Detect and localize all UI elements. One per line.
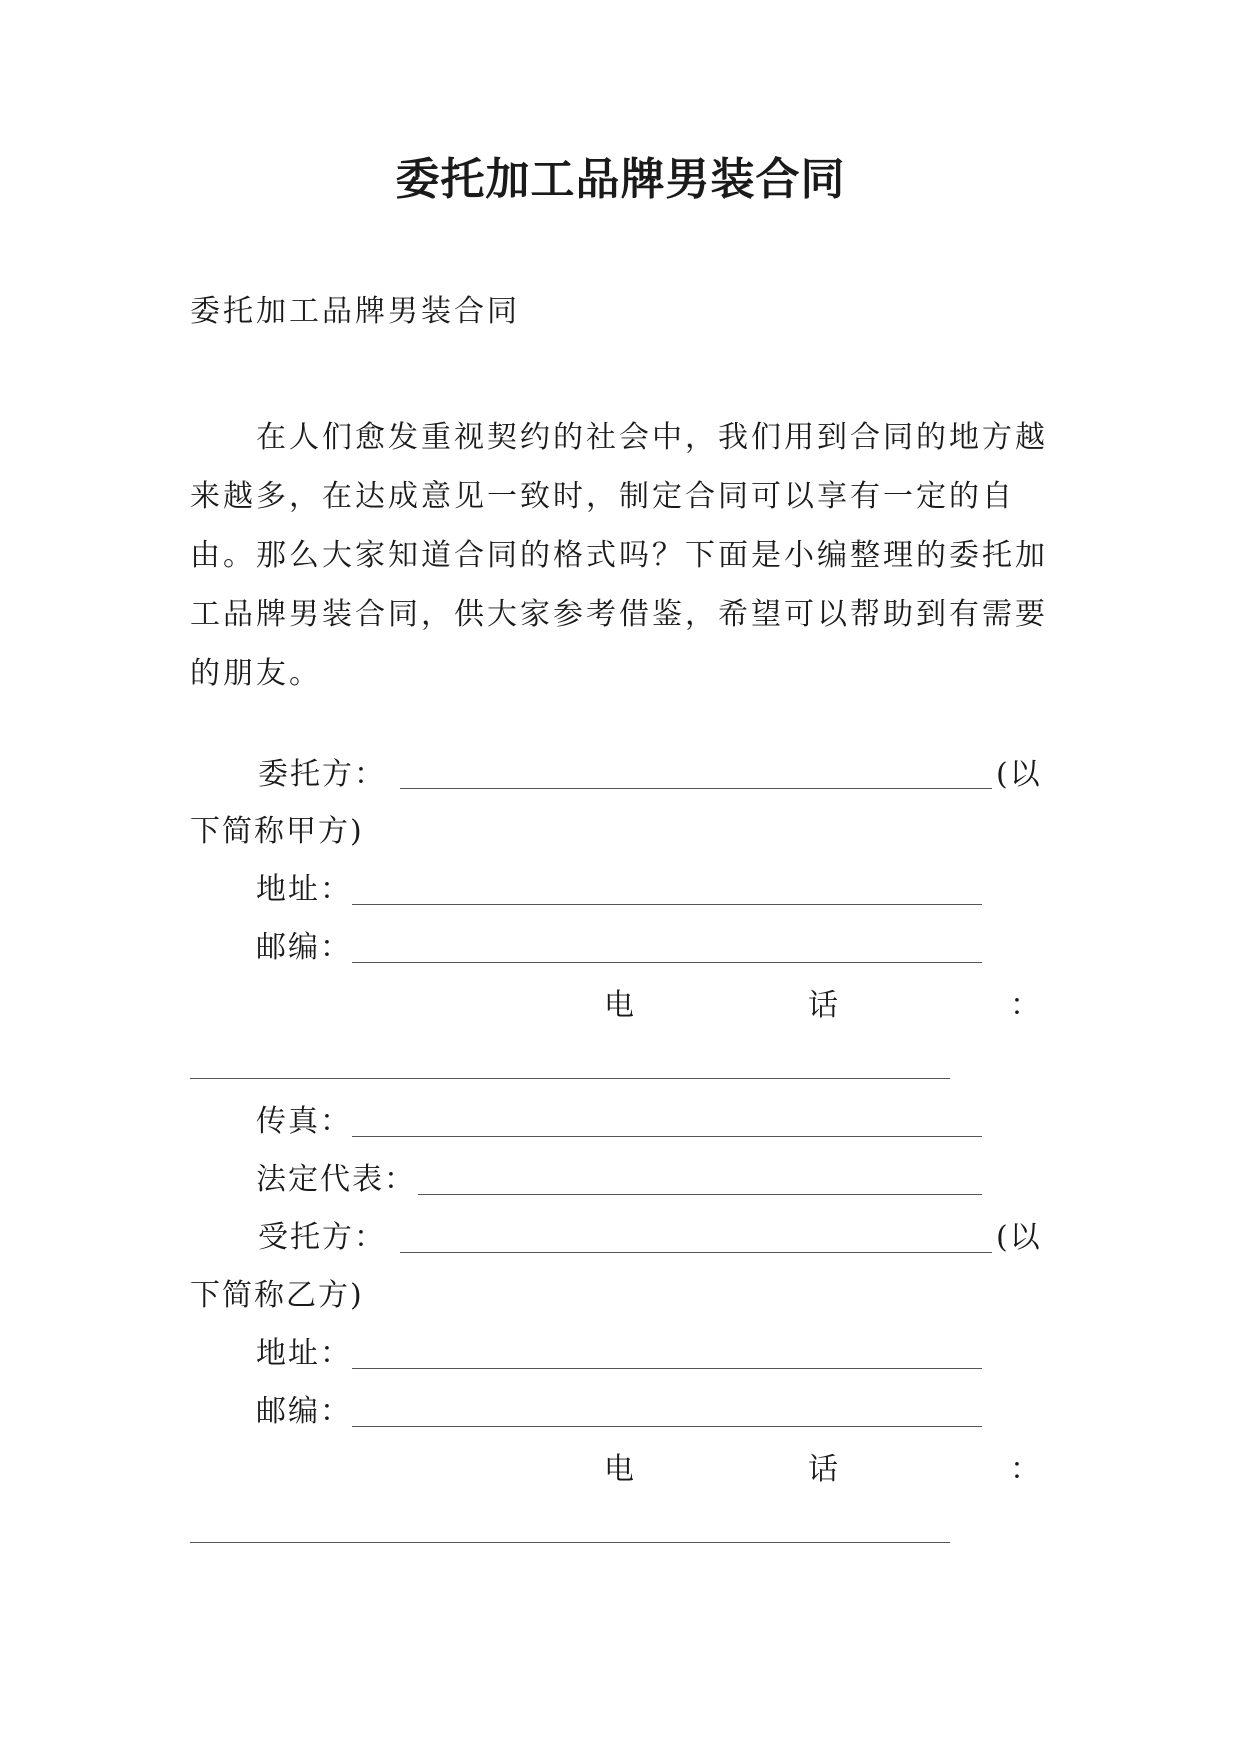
party-a-suffix-cont: 下简称甲方) bbox=[190, 814, 364, 849]
party-a-suffix: (以 bbox=[996, 757, 1042, 792]
party-b-phone-char-2: 话 bbox=[808, 1452, 838, 1487]
party-b-address-blank[interactable] bbox=[352, 1368, 982, 1369]
intro-text: 在人们愈发重视契约的社会中，我们用到合同的地方越来越多，在达成意见一致时，制定合同可以享有一定的自由。那么大家知道合同的格式吗？下面是小编整理的委托加工品牌男装合同，供大家参考借鉴，希望可以帮助到有需要的朋友。 bbox=[190, 420, 1048, 691]
party-b-address-label: 地址： bbox=[256, 1336, 352, 1371]
party-b-postcode-label: 邮编： bbox=[256, 1394, 352, 1429]
party-a-fax-blank[interactable] bbox=[352, 1136, 982, 1137]
party-a-phone-char-2: 话 bbox=[808, 988, 838, 1023]
party-b-label: 受托方： bbox=[258, 1220, 386, 1255]
document-title: 委托加工品牌男装合同 bbox=[395, 154, 846, 205]
party-a-legal-rep-label: 法定代表： bbox=[256, 1162, 416, 1197]
party-a-label: 委托方： bbox=[258, 757, 386, 792]
party-a-address-blank[interactable] bbox=[352, 904, 982, 905]
party-a-name-blank[interactable] bbox=[400, 788, 992, 789]
party-a-postcode-blank[interactable] bbox=[352, 962, 982, 963]
party-b-phone-colon: ： bbox=[1010, 1452, 1040, 1487]
party-b-phone-char-1: 电 bbox=[604, 1452, 634, 1487]
party-a-address-label: 地址： bbox=[256, 872, 352, 907]
document-subtitle: 委托加工品牌男装合同 bbox=[190, 294, 520, 329]
party-b-name-blank[interactable] bbox=[400, 1252, 992, 1253]
party-b-postcode-blank[interactable] bbox=[352, 1426, 982, 1427]
party-a-legal-rep-blank[interactable] bbox=[418, 1194, 982, 1195]
party-b-suffix: (以 bbox=[996, 1220, 1042, 1255]
party-a-fax-label: 传真： bbox=[256, 1104, 352, 1139]
party-a-phone-blank[interactable] bbox=[190, 1078, 950, 1079]
party-a-phone-colon: ： bbox=[1010, 988, 1040, 1023]
intro-paragraph bbox=[190, 408, 1060, 703]
party-b-suffix-cont: 下简称乙方) bbox=[190, 1278, 364, 1313]
party-a-postcode-label: 邮编： bbox=[256, 930, 352, 965]
party-a-phone-char-1: 电 bbox=[604, 988, 634, 1023]
party-b-phone-blank[interactable] bbox=[190, 1542, 950, 1543]
